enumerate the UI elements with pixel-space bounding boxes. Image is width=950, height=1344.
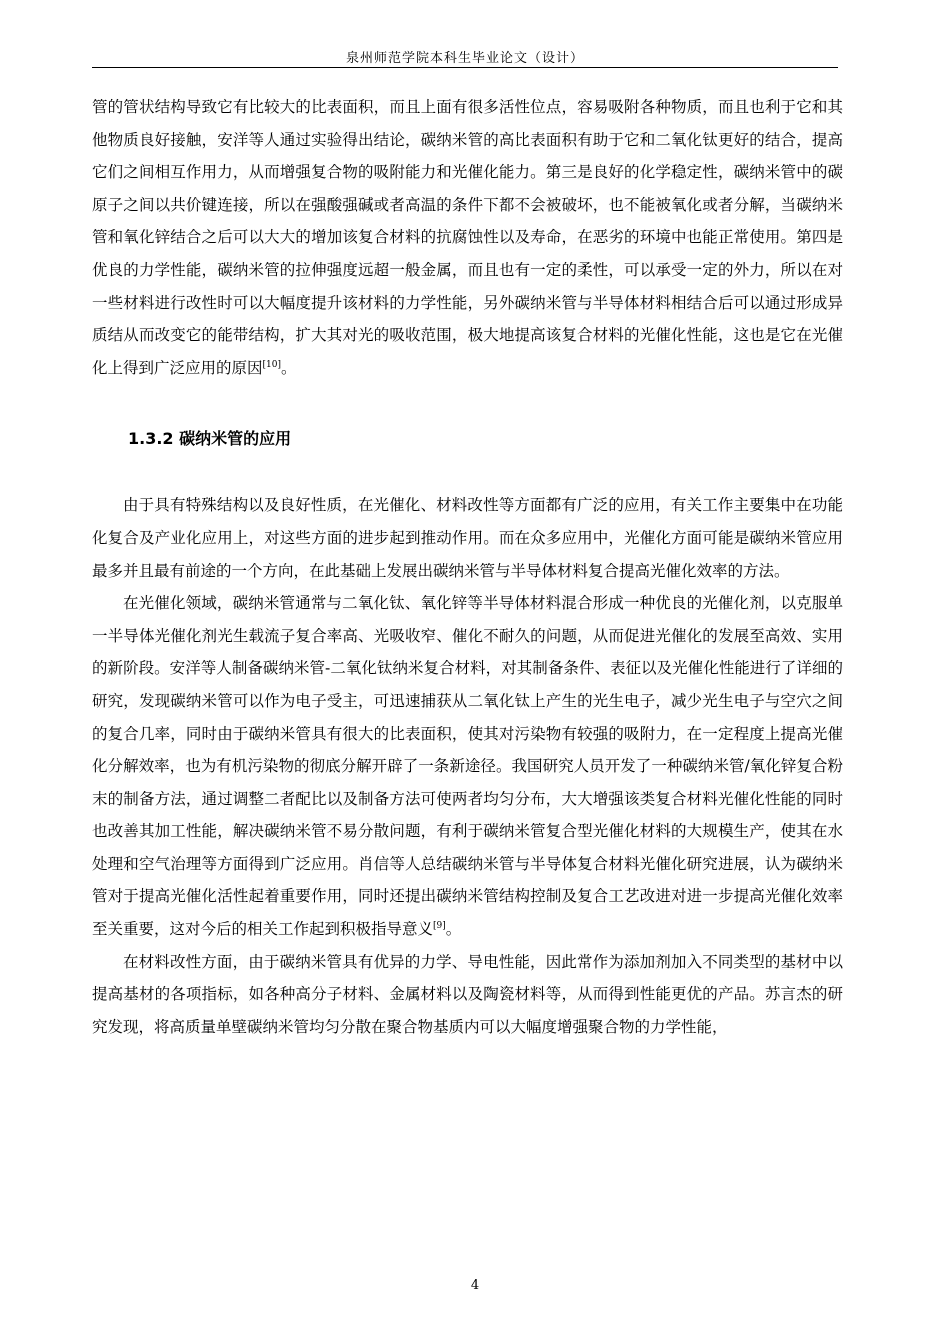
paragraph-tail: 。 — [445, 920, 462, 939]
paragraph-text: 由于具有特殊结构以及良好性质，在光催化、材料改性等方面都有广泛的应用，有关工作主要集中在功能化复合及产业化应用上，对这些方面的进步起到推动作用。而在众多应用中，光催化方面可能是碳纳米管应用最多并且最有前途的一个方向，在此基础上发展出碳纳米管与半导体材料复合提高光催化效率的方法。 — [92, 496, 843, 580]
running-header: 泉州师范学院本科生毕业论文（设计） — [345, 51, 584, 66]
citation: [9] — [433, 921, 446, 932]
paragraph — [92, 587, 843, 946]
paragraph — [92, 946, 843, 1044]
paragraph-text: 在材料改性方面，由于碳纳米管具有优异的力学、导电性能，因此常作为添加剂加入不同类型的基材中以提高基材的各项指标，如各种高分子材料、金属材料以及陶瓷材料等，从而得到性能更优的产品。苏言杰的研究发现，将高质量单壁碳纳米管均匀分散在聚合物基质内可以大幅度增强聚合物的力学性能， — [92, 952, 843, 1036]
header-rule — [92, 67, 838, 68]
section-heading: 1.3.2 碳纳米管的应用 — [128, 429, 292, 449]
paragraph-tail: 。 — [281, 358, 297, 377]
page-number: 4 — [470, 1278, 480, 1293]
paragraph — [92, 489, 843, 587]
paragraph-continued — [92, 91, 843, 384]
paragraph-text: 在光催化领域，碳纳米管通常与二氧化钛、氧化锌等半导体材料混合形成一种优良的光催化剂，以克服单一半导体光催化剂光生载流子复合率高、光吸收窄、催化不耐久的问题，从而促进光催化的发展至高效、实用的新阶段。安洋等人制备碳纳米管-二氧化钛纳米复合材料，对其制备条件、表征以及光催化性能进行了详细的研究，发现碳纳米管可以作为电子受主，可迅速捕获从二氧化钛上产生的光生电子，减少光生电子与空穴之间的复合几率，同时由于碳纳米管具有很大的比表面积，使其对污染物有较强的吸附力，在一定程度上提高光催化分解效率，也为有机污染物的彻底分解开辟了一条新途径。我国研究人员开发了一种碳纳米管/氧化锌复合粉末的制备方法，通过调整二者配比以及制备方法可使两者均匀分布，大大增强该类复合材料光催化性能的同时也改善其加工性能，解决碳纳米管不易分散问题，有利于碳纳米管复合型光催化材料的大规模生产，使其在水处理和空气治理等方面得到广泛应用。肖信等人总结碳纳米管与半导体复合材料光催化研究进展，认为碳纳米管对于提高光催化活性起着重要作用，同时还提出碳纳米管结构控制及复合工艺改进对进一步提高光催化效率至关重要，这对今后的相关工作起到积极指导意义 — [92, 594, 843, 939]
citation: [10] — [262, 359, 281, 370]
paragraph-text: 管的管状结构导致它有比较大的比表面积，而且上面有很多活性位点，容易吸附各种物质，而且也利于它和其他物质良好接触，安洋等人通过实验得出结论，碳纳米管的高比表面积有助于它和二氧化钛更好的结合，提高它们之间相互作用力，从而增强复合物的吸附能力和光催化能力。第三是良好的化学稳定性，碳纳米管中的碳原子之间以共价键连接，所以在强酸强碱或者高温的条件下都不会被破坏，也不能被氧化或者分解，当碳纳米管和氧化锌结合之后可以大大的增加该复合材料的抗腐蚀性以及寿命，在恶劣的环境中也能正常使用。第四是优良的力学性能，碳纳米管的拉伸强度远超一般金属，而且也有一定的柔性，可以承受一定的外力，所以在对一些材料进行改性时可以大幅度提升该材料的力学性能，另外碳纳米管与半导体材料相结合后可以通过形成异质结从而改变它的能带结构，扩大其对光的吸收范围，极大地提高该复合材料的光催化性能，这也是它在光催化上得到广泛应用的原因 — [92, 98, 843, 377]
body-text — [92, 91, 843, 1043]
